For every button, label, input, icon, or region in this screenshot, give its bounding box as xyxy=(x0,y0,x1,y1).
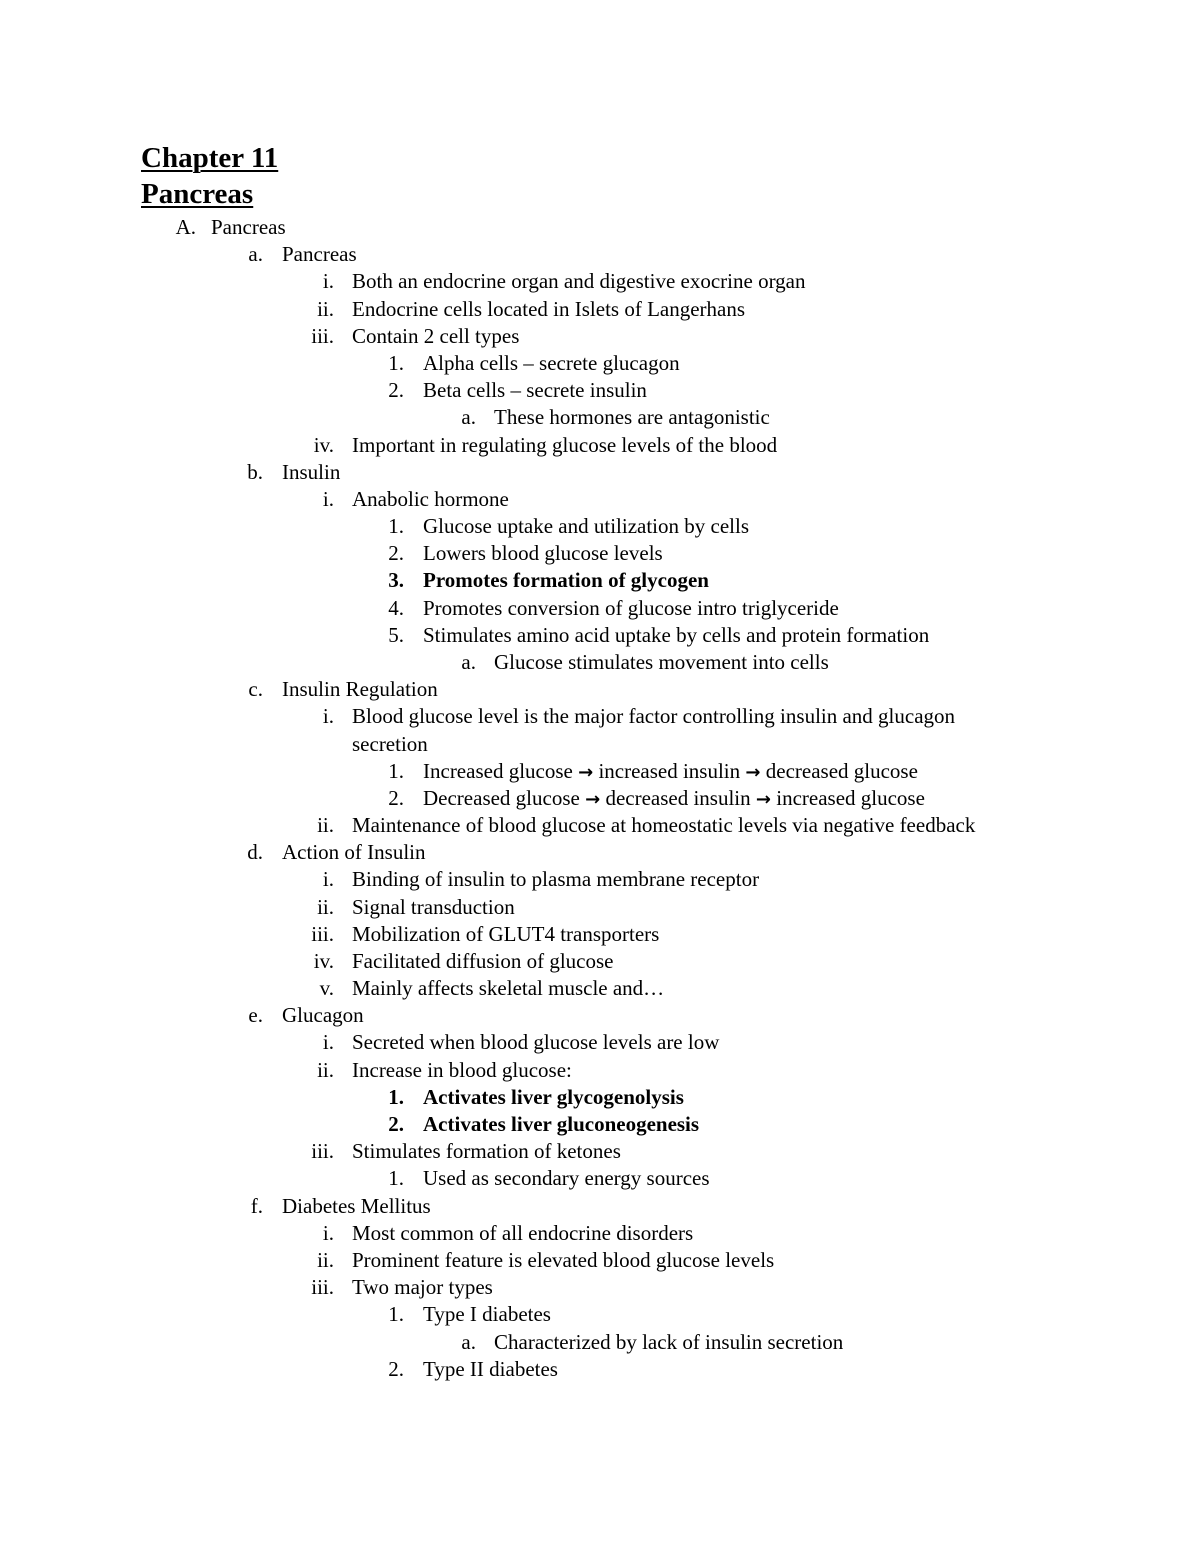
outline-marker: iii. xyxy=(311,1139,334,1164)
arrow-right-icon: → xyxy=(578,761,594,783)
outline-marker: f. xyxy=(250,1193,263,1218)
outline-text: Insulin xyxy=(282,459,341,484)
outline-marker: ii. xyxy=(317,1247,334,1272)
outline-marker: A. xyxy=(175,215,196,239)
outline-text: Two major types xyxy=(352,1275,493,1300)
outline-text: Stimulates amino acid uptake by cells and protein formation xyxy=(423,622,930,647)
outline-text-segment: increased glucose xyxy=(776,785,925,810)
outline-item xyxy=(0,1029,1200,1056)
outline-item xyxy=(0,296,1200,323)
outline-text-segment: decreased insulin xyxy=(605,785,751,810)
outline-text: Both an endocrine organ and digestive exocrine organ xyxy=(352,269,806,294)
outline-text: These hormones are antagonistic xyxy=(494,405,770,430)
outline-text-segment: decreased glucose xyxy=(765,758,918,783)
outline-text: Promotes conversion of glucose intro triglyceride xyxy=(423,595,839,620)
outline-marker: b. xyxy=(247,459,263,484)
outline-item xyxy=(0,1057,1200,1084)
outline-marker: 1. xyxy=(388,1166,404,1191)
outline-text: Blood glucose level is the major factor controlling insulin and glucagon xyxy=(352,704,956,729)
outline-item xyxy=(0,513,1200,540)
outline-item xyxy=(0,459,1200,486)
outline-text xyxy=(423,758,918,786)
outline-item xyxy=(0,894,1200,921)
outline-item xyxy=(0,703,1200,730)
outline-item xyxy=(0,1329,1200,1356)
outline-item xyxy=(0,350,1200,377)
outline-marker: ii. xyxy=(317,296,334,321)
title-block xyxy=(141,140,278,212)
outline-marker: ii. xyxy=(317,812,334,837)
outline-marker: ii. xyxy=(317,1057,334,1082)
outline-marker: a. xyxy=(248,242,263,267)
outline-item xyxy=(0,758,1200,785)
outline-item xyxy=(0,1274,1200,1301)
outline-item xyxy=(0,948,1200,975)
outline-marker: iv. xyxy=(313,948,334,973)
outline-marker: 2. xyxy=(388,1356,404,1381)
outline-item xyxy=(0,1193,1200,1220)
outline-text: Endocrine cells located in Islets of Langerhans xyxy=(352,296,746,321)
outline-marker: 1. xyxy=(388,758,404,783)
outline-item xyxy=(0,432,1200,459)
outline-marker: i. xyxy=(322,867,334,892)
outline-item xyxy=(0,921,1200,948)
outline-marker: iii. xyxy=(311,323,334,348)
outline-marker: i. xyxy=(322,1220,334,1245)
outline-marker: iii. xyxy=(311,921,334,946)
outline-text-segment: increased insulin xyxy=(598,758,741,783)
outline-item xyxy=(0,595,1200,622)
outline-text: Beta cells – secrete insulin xyxy=(423,378,647,403)
outline-text-segment: Decreased glucose xyxy=(423,785,580,810)
outline-text: Stimulates formation of ketones xyxy=(352,1139,621,1164)
outline-item xyxy=(0,323,1200,350)
outline-item xyxy=(0,839,1200,866)
outline-item xyxy=(0,1220,1200,1247)
outline-text: Diabetes Mellitus xyxy=(282,1193,431,1218)
outline-item xyxy=(0,866,1200,893)
outline-item xyxy=(0,1165,1200,1192)
outline-text: Characterized by lack of insulin secretion xyxy=(494,1329,844,1354)
outline-text: Important in regulating glucose levels of the blood xyxy=(352,432,778,457)
outline-text: Mobilization of GLUT4 transporters xyxy=(352,921,660,946)
outline-marker: iv. xyxy=(313,432,334,457)
outline-marker: iii. xyxy=(311,1275,334,1300)
outline-marker: 2. xyxy=(388,541,404,566)
outline-item xyxy=(0,1084,1200,1111)
arrow-right-icon: → xyxy=(755,788,771,810)
outline-item xyxy=(0,731,1200,758)
outline-text-segment: Increased glucose xyxy=(423,758,573,783)
outline-item xyxy=(0,785,1200,812)
outline-marker: 1. xyxy=(388,1302,404,1327)
outline-marker: e. xyxy=(248,1003,263,1028)
outline-text: Action of Insulin xyxy=(282,840,426,865)
outline-item xyxy=(0,676,1200,703)
outline-marker: ii. xyxy=(317,894,334,919)
outline-marker: v. xyxy=(319,976,334,1001)
outline-text: Used as secondary energy sources xyxy=(423,1166,710,1191)
outline-text: Glucose stimulates movement into cells xyxy=(494,650,829,674)
outline-marker: d. xyxy=(247,840,263,865)
outline-item xyxy=(0,241,1200,268)
notes-outline xyxy=(0,214,1200,1383)
outline-item xyxy=(0,567,1200,594)
outline-item xyxy=(0,649,1200,676)
outline-text: Maintenance of blood glucose at homeostatic levels via negative feedback xyxy=(352,812,976,837)
outline-marker: i. xyxy=(322,269,334,294)
outline-text: Increase in blood glucose: xyxy=(352,1057,572,1082)
outline-text: Binding of insulin to plasma membrane receptor xyxy=(352,867,760,892)
outline-text: Facilitated diffusion of glucose xyxy=(352,948,614,973)
outline-item xyxy=(0,1138,1200,1165)
outline-text: Insulin Regulation xyxy=(282,677,438,702)
outline-text: Glucagon xyxy=(282,1003,364,1028)
outline-item xyxy=(0,540,1200,567)
outline-text: Type II diabetes xyxy=(423,1356,558,1381)
outline-marker: 2. xyxy=(388,1112,404,1136)
outline-marker: c. xyxy=(248,677,263,702)
outline-text: Pancreas xyxy=(282,242,357,267)
outline-text: Lowers blood glucose levels xyxy=(423,541,663,566)
outline-text: Most common of all endocrine disorders xyxy=(352,1220,694,1245)
outline-marker: 1. xyxy=(388,514,404,539)
outline-marker: a. xyxy=(461,405,476,430)
outline-text: Type I diabetes xyxy=(423,1302,551,1327)
outline-item xyxy=(0,268,1200,295)
outline-item xyxy=(0,622,1200,649)
outline-marker: 1. xyxy=(388,1084,404,1109)
outline-item xyxy=(0,1301,1200,1328)
outline-marker: i. xyxy=(322,486,334,511)
outline-marker: i. xyxy=(322,1030,334,1055)
arrow-right-icon: → xyxy=(585,788,601,810)
outline-text: Pancreas xyxy=(211,215,286,239)
outline-item xyxy=(0,404,1200,431)
outline-item xyxy=(0,1356,1200,1383)
outline-text: Signal transduction xyxy=(352,894,515,919)
outline-text: Secreted when blood glucose levels are low xyxy=(352,1030,720,1055)
outline-text: Glucose uptake and utilization by cells xyxy=(423,514,749,539)
outline-item xyxy=(0,377,1200,404)
outline-item xyxy=(0,1247,1200,1274)
outline-marker: 3. xyxy=(388,568,404,593)
chapter-title: Chapter 11 xyxy=(141,142,279,174)
outline-text: Anabolic hormone xyxy=(352,486,509,511)
outline-item xyxy=(0,1002,1200,1029)
outline-item xyxy=(0,975,1200,1002)
outline-marker: 1. xyxy=(388,350,404,375)
outline-marker: a. xyxy=(461,1329,476,1354)
outline-marker: 2. xyxy=(388,785,404,810)
outline-marker: a. xyxy=(461,650,476,674)
outline-marker: i. xyxy=(322,704,334,729)
outline-item xyxy=(0,214,1200,241)
outline-text: secretion xyxy=(352,731,428,756)
outline-text: Alpha cells – secrete glucagon xyxy=(423,350,680,375)
arrow-right-icon: → xyxy=(745,761,761,783)
outline-text: Activates liver glycogenolysis xyxy=(423,1084,684,1109)
outline-item xyxy=(0,1111,1200,1138)
outline-text: Activates liver gluconeogenesis xyxy=(423,1112,700,1136)
outline-marker: 2. xyxy=(388,378,404,403)
outline-text: Prominent feature is elevated blood glucose levels xyxy=(352,1247,775,1272)
outline-text: Mainly affects skeletal muscle and… xyxy=(352,976,665,1001)
outline-item xyxy=(0,812,1200,839)
outline-text: Promotes formation of glycogen xyxy=(423,568,709,593)
subject-title: Pancreas xyxy=(141,178,254,210)
outline-item xyxy=(0,486,1200,513)
outline-marker: 4. xyxy=(388,595,404,620)
outline-text: Contain 2 cell types xyxy=(352,323,520,348)
outline-marker: 5. xyxy=(388,622,404,647)
outline-text xyxy=(423,785,925,813)
